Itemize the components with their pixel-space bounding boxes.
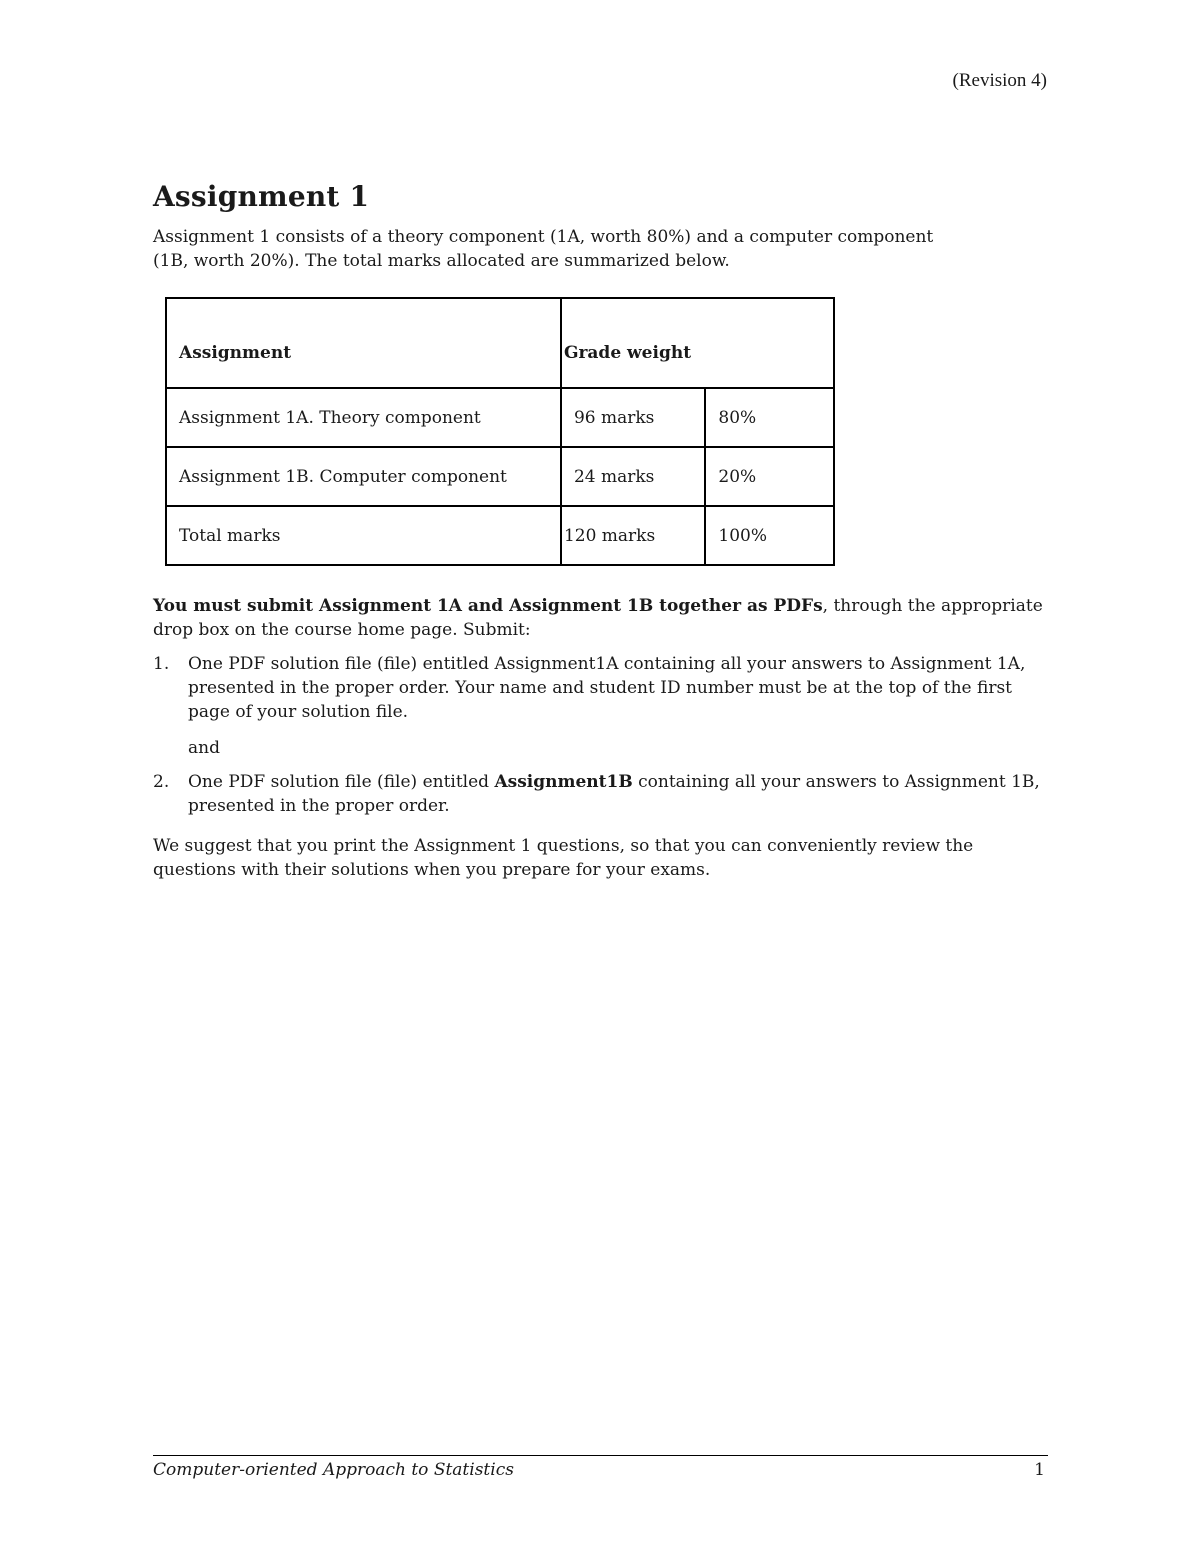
row-marks: 96 marks	[561, 388, 705, 447]
marks-table	[165, 297, 835, 566]
row-name: Total marks	[166, 506, 561, 565]
row-percent: 80%	[705, 388, 834, 447]
table-row	[166, 506, 834, 565]
table-header-row	[166, 298, 834, 388]
row-percent: 20%	[705, 447, 834, 506]
list-item-pre: One PDF solution file (file) entitled	[188, 772, 495, 792]
list-number: 1.	[153, 654, 170, 674]
table-row	[166, 447, 834, 506]
suggestion-paragraph: We suggest that you print the Assignment 1 questions, so that you can conveniently review the questions with their solutions when you prepare for your exams.	[153, 836, 974, 880]
row-marks: 120 marks	[561, 506, 705, 565]
footer-divider	[153, 1455, 1048, 1456]
submit-bold-text: You must submit Assignment 1A and Assignment 1B together as PDFs	[153, 596, 823, 616]
submit-rest-text: , through the appropriate drop box on the course home page. Submit:	[153, 596, 1043, 640]
intro-paragraph: Assignment 1 consists of a theory component (1A, worth 80%) and a computer component (1B, worth 20%). The total marks allocated are summarized below.	[153, 227, 934, 271]
page-title: Assignment 1	[153, 180, 370, 213]
row-marks: 24 marks	[561, 447, 705, 506]
list-item	[153, 770, 1048, 818]
and-connector: and	[188, 738, 220, 758]
list-item-bold: Assignment1B	[494, 772, 633, 792]
header-grade-weight: Grade weight	[561, 298, 834, 388]
list-item-post: containing all your answers to Assignment 1B, presented in the proper order.	[188, 772, 1040, 816]
table-row	[166, 388, 834, 447]
document-body	[153, 180, 1048, 882]
revision-label: (Revision 4)	[952, 70, 1047, 91]
submission-list	[153, 652, 1048, 818]
submit-instructions	[153, 594, 1048, 642]
list-item	[153, 652, 1048, 724]
footer-page-number: 1	[1034, 1460, 1045, 1480]
header-assignment: Assignment	[166, 298, 561, 388]
list-item-text: One PDF solution file (file) entitled Assignment1A containing all your answers to Assignment 1A, presented in the proper order. Your name and student ID number must be at the top of the first page of your solution file.	[188, 654, 1026, 722]
list-number: 2.	[153, 772, 170, 792]
row-percent: 100%	[705, 506, 834, 565]
row-name: Assignment 1B. Computer component	[166, 447, 561, 506]
row-name: Assignment 1A. Theory component	[166, 388, 561, 447]
footer-course-title: Computer-oriented Approach to Statistics	[153, 1460, 514, 1480]
